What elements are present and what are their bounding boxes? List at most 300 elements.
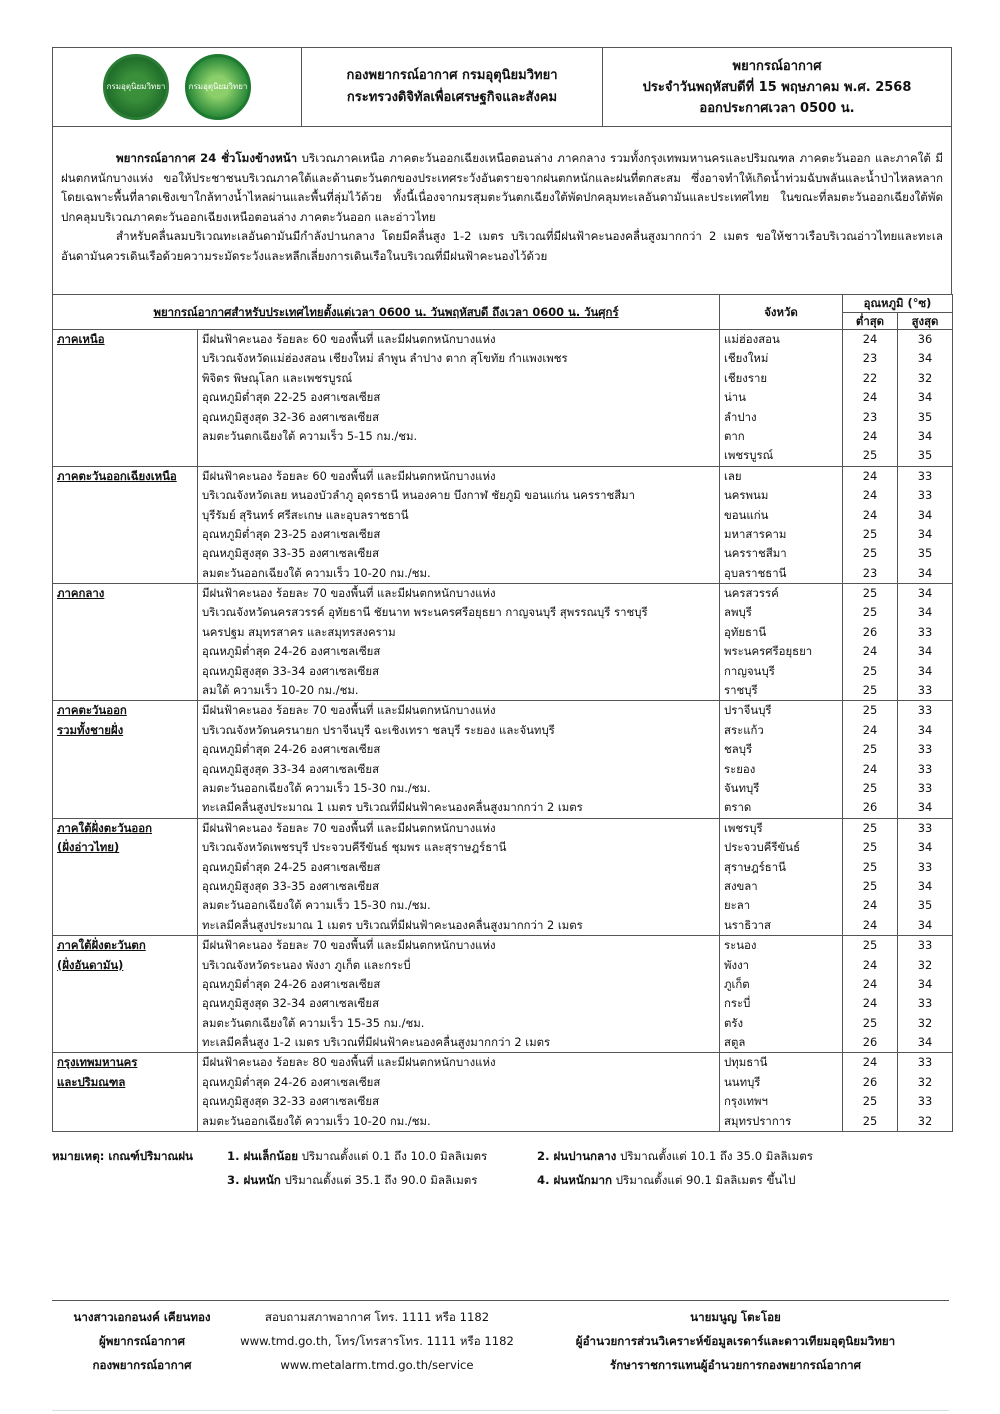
- table-row: [53, 369, 953, 388]
- table-row: [53, 701, 953, 721]
- forecaster-block: [52, 1305, 232, 1377]
- region-name: [53, 525, 198, 544]
- table-row: [53, 798, 953, 818]
- province-name: ปราจีนบุรี: [720, 701, 843, 721]
- province-name: ลพบุรี: [720, 603, 843, 622]
- region-name: และปริมณฑล: [53, 1073, 198, 1092]
- region-name: [53, 544, 198, 563]
- ministry-logo: [103, 54, 169, 120]
- region-name: [53, 779, 198, 798]
- province-name: ตรัง: [720, 1014, 843, 1033]
- forecast-detail: ลมใต้ ความเร็ว 10-20 กม./ชม.: [198, 681, 720, 701]
- director-acting-title: รักษาราชการแทนผู้อำนวยการกองพยากรณ์อากาศ: [609, 1358, 861, 1372]
- region-name: [53, 877, 198, 896]
- table-row: [53, 740, 953, 759]
- note-item-4-text: ปริมาณตั้งแต่ 90.1 มิลลิเมตร ขึ้นไป: [612, 1173, 796, 1188]
- province-name: ปทุมธานี: [720, 1053, 843, 1073]
- notes-label: หมายเหตุ: เกณฑ์ปริมาณฝน: [52, 1149, 193, 1164]
- min-temp: 25: [843, 701, 898, 721]
- forecast-detail: บริเวณจังหวัดแม่ฮ่องสอน เชียงใหม่ ลำพูน ลำปาง ตาก สุโขทัย กำแพงเพชร: [198, 349, 720, 368]
- rain-criteria-notes: [52, 1144, 952, 1192]
- max-temp: 33: [898, 760, 953, 779]
- max-temp: 32: [898, 1073, 953, 1092]
- province-name: ราชบุรี: [720, 681, 843, 701]
- region-name: ภาคใต้ฝั่งตะวันตก: [53, 936, 198, 956]
- min-temp: 24: [843, 642, 898, 661]
- region-name: [53, 642, 198, 661]
- province-name: กระบี่: [720, 994, 843, 1013]
- forecast-detail: บริเวณจังหวัดระนอง พังงา ภูเก็ต และกระบี่: [198, 956, 720, 975]
- region-name: [53, 369, 198, 388]
- table-row: [53, 896, 953, 915]
- region-name: [53, 662, 198, 681]
- department-line1: กองพยากรณ์อากาศ กรมอุตุนิยมวิทยา: [346, 68, 558, 83]
- forecast-detail: ลมตะวันตกเฉียงใต้ ความเร็ว 5-15 กม./ชม.: [198, 427, 720, 446]
- forecast-date: ประจำวันพฤหัสบดีที่ 15 พฤษภาคม พ.ศ. 2568: [642, 79, 912, 95]
- table-row: [53, 642, 953, 661]
- max-temp: 34: [898, 525, 953, 544]
- region-name: [53, 1033, 198, 1053]
- min-temp: 24: [843, 506, 898, 525]
- min-temp: 24: [843, 916, 898, 936]
- region-name: [53, 349, 198, 368]
- min-temp: 25: [843, 936, 898, 956]
- forecast-detail: บริเวณจังหวัดนครสวรรค์ อุทัยธานี ชัยนาท พระนครศรีอยุธยา กาญจนบุรี สุพรรณบุรี ราชบุรี: [198, 603, 720, 622]
- forecast-title: พยากรณ์อากาศ: [732, 58, 822, 74]
- region-name: [53, 427, 198, 446]
- forecast-detail: มีฝนฟ้าคะนอง ร้อยละ 60 ของพื้นที่ และมีฝนตกหนักบางแห่ง: [198, 330, 720, 350]
- province-name: ตาก: [720, 427, 843, 446]
- province-name: ตราด: [720, 798, 843, 818]
- region-name: ภาคใต้ฝั่งตะวันออก: [53, 818, 198, 838]
- forecast-detail: อุณหภูมิต่ำสุด 24-26 องศาเซลเซียส: [198, 740, 720, 759]
- note-item-1-text: ปริมาณตั้งแต่ 0.1 ถึง 10.0 มิลลิเมตร: [298, 1149, 488, 1164]
- forecast-issue-time: ออกประกาศเวลา 0500 น.: [699, 100, 855, 116]
- forecast-summary: [52, 127, 952, 295]
- max-temp: 36: [898, 330, 953, 350]
- forecast-detail: มีฝนฟ้าคะนอง ร้อยละ 70 ของพื้นที่ และมีฝนตกหนักบางแห่ง: [198, 584, 720, 604]
- min-temp: 24: [843, 994, 898, 1013]
- province-name: นครราชสีมา: [720, 544, 843, 563]
- table-row: [53, 1112, 953, 1132]
- min-temp: 24: [843, 466, 898, 486]
- region-name: [53, 506, 198, 525]
- max-temp: 33: [898, 486, 953, 505]
- province-name: จันทบุรี: [720, 779, 843, 798]
- note-item-4: [537, 1168, 796, 1192]
- min-temp: 25: [843, 877, 898, 896]
- province-name: นนทบุรี: [720, 1073, 843, 1092]
- max-temp: 32: [898, 369, 953, 388]
- province-name: นราธิวาส: [720, 916, 843, 936]
- max-temp: 35: [898, 544, 953, 563]
- temperature-header: อุณหภูมิ (°ซ): [843, 295, 953, 313]
- max-temp: 34: [898, 877, 953, 896]
- min-temp: 24: [843, 760, 898, 779]
- province-name: อุทัยธานี: [720, 623, 843, 642]
- forecast-detail: บริเวณจังหวัดนครนายก ปราจีนบุรี ฉะเชิงเทรา ชลบุรี ระยอง และจันทบุรี: [198, 721, 720, 740]
- forecast-table: [52, 294, 953, 1132]
- province-name: สุราษฎร์ธานี: [720, 858, 843, 877]
- logo1-text: กรมอุตุนิยมวิทยา: [106, 81, 166, 91]
- min-temp: 24: [843, 721, 898, 740]
- min-temp: 25: [843, 662, 898, 681]
- table-row: [53, 662, 953, 681]
- region-name: [53, 603, 198, 622]
- forecast-page: [52, 47, 952, 1192]
- forecast-title-block: [603, 48, 951, 126]
- forecast-detail: มีฝนฟ้าคะนอง ร้อยละ 80 ของพื้นที่ และมีฝนตกหนักบางแห่ง: [198, 1053, 720, 1073]
- max-temp: 34: [898, 662, 953, 681]
- forecast-detail: อุณหภูมิต่ำสุด 23-25 องศาเซลเซียส: [198, 525, 720, 544]
- forecast-detail: อุณหภูมิต่ำสุด 22-25 องศาเซลเซียส: [198, 388, 720, 407]
- min-temp: 23: [843, 349, 898, 368]
- forecast-detail: อุณหภูมิสูงสุด 32-36 องศาเซลเซียส: [198, 408, 720, 427]
- max-temp: 33: [898, 779, 953, 798]
- note-item-3-text: ปริมาณตั้งแต่ 35.1 ถึง 90.0 มิลลิเมตร: [280, 1173, 478, 1188]
- table-row: [53, 446, 953, 466]
- forecast-detail: ทะเลมีคลื่นสูง 1-2 เมตร บริเวณที่มีฝนฟ้าคะนองคลื่นสูงมากกว่า 2 เมตร: [198, 1033, 720, 1053]
- min-temp: 24: [843, 975, 898, 994]
- region-name: [53, 1112, 198, 1132]
- forecast-detail: ทะเลมีคลื่นสูงประมาณ 1 เมตร บริเวณที่มีฝนฟ้าคะนองคลื่นสูงมากกว่า 2 เมตร: [198, 916, 720, 936]
- table-row: [53, 584, 953, 604]
- region-name: รวมทั้งชายฝั่ง: [53, 721, 198, 740]
- min-temp: 26: [843, 1033, 898, 1053]
- province-name: อุบลราชธานี: [720, 564, 843, 584]
- forecast-detail: ลมตะวันออกเฉียงใต้ ความเร็ว 15-30 กม./ชม.: [198, 896, 720, 915]
- min-temp: 25: [843, 603, 898, 622]
- forecast-detail: อุณหภูมิสูงสุด 33-35 องศาเซลเซียส: [198, 544, 720, 563]
- note-item-2-label: 2. ฝนปานกลาง: [537, 1149, 617, 1164]
- forecast-detail: [198, 446, 720, 466]
- table-row: [53, 486, 953, 505]
- region-name: [53, 858, 198, 877]
- note-item-1: [227, 1144, 537, 1168]
- department-line2: กระทรวงดิจิทัลเพื่อเศรษฐกิจและสังคม: [346, 90, 558, 105]
- forecast-detail: บริเวณจังหวัดเลย หนองบัวลำภู อุดรธานี หนองคาย บึงกาฬ ชัยภูมิ ขอนแก่น นครราชสีมา: [198, 486, 720, 505]
- max-temp: 34: [898, 427, 953, 446]
- province-name: ชลบุรี: [720, 740, 843, 759]
- province-name: ลำปาง: [720, 408, 843, 427]
- region-name: [53, 896, 198, 915]
- province-name: นครสวรรค์: [720, 584, 843, 604]
- province-name: น่าน: [720, 388, 843, 407]
- region-name: [53, 994, 198, 1013]
- table-row: [53, 1014, 953, 1033]
- forecast-detail: มีฝนฟ้าคะนอง ร้อยละ 70 ของพื้นที่ และมีฝนตกหนักบางแห่ง: [198, 701, 720, 721]
- province-name: แม่ฮ่องสอน: [720, 330, 843, 350]
- province-name: เลย: [720, 466, 843, 486]
- max-temp: 34: [898, 1033, 953, 1053]
- director-name: นายมนูญ โตะโอย: [690, 1310, 781, 1324]
- province-header: จังหวัด: [720, 295, 843, 330]
- max-temp: 33: [898, 681, 953, 701]
- summary-text-1: บริเวณภาคเหนือ ภาคตะวันออกเฉียงเหนือตอนล่าง ภาคกลาง รวมทั้งกรุงเทพมหานครและปริมณฑล ภาคตะวันออก และภาคใต้ มีฝนตกหนักบางแห่ง ขอให้ประชาชนบริเวณภาคใต้และด้านตะวันตกของประเทศระวังอันตรายจากฝนตกหนักและฝนที่ตกสะสม ซึ่งอาจทำให้เกิดน้ำท่วมฉับพลันและน้ำป่าไหลหลาก โดยเฉพาะพื้นที่ลาดเชิงเขาใกล้ทางน้ำไหลผ่านและพื้นที่ลุ่มไว้ด้วย ทั้งนี้เนื่องจากมรสุมตะวันตกเฉียงใต้พัดปกคลุมทะเลอันดามันและประเทศไทย ในขณะที่ลมตะวันออกเฉียงใต้พัดปกคลุมบริเวณภาคตะวันออกเฉียงเหนือตอนล่าง ภาคตะวันออก และอ่าวไทย: [61, 151, 943, 224]
- forecast-table-body: [53, 330, 953, 1132]
- province-name: มหาสารคาม: [720, 525, 843, 544]
- province-name: นครพนม: [720, 486, 843, 505]
- forecast-detail: ลมตะวันออกเฉียงใต้ ความเร็ว 10-20 กม./ชม.: [198, 1112, 720, 1132]
- min-temp: 24: [843, 896, 898, 915]
- document-footer: [52, 1300, 949, 1377]
- min-temp: 24: [843, 330, 898, 350]
- max-temp: 33: [898, 623, 953, 642]
- max-temp: 33: [898, 1053, 953, 1073]
- province-name: กรุงเทพฯ: [720, 1092, 843, 1111]
- table-row: [53, 838, 953, 857]
- table-row: [53, 427, 953, 446]
- province-name: เพชรบุรี: [720, 818, 843, 838]
- min-temp: 25: [843, 779, 898, 798]
- min-temp: 25: [843, 446, 898, 466]
- table-row: [53, 1053, 953, 1073]
- table-row: [53, 564, 953, 584]
- forecaster-org: กองพยากรณ์อากาศ: [92, 1358, 192, 1372]
- table-row: [53, 975, 953, 994]
- min-temp: 25: [843, 740, 898, 759]
- director-block: [522, 1305, 949, 1377]
- min-temp: 24: [843, 956, 898, 975]
- min-temp: 25: [843, 584, 898, 604]
- province-name: สมุทรปราการ: [720, 1112, 843, 1132]
- forecast-detail: มีฝนฟ้าคะนอง ร้อยละ 60 ของพื้นที่ และมีฝนตกหนักบางแห่ง: [198, 466, 720, 486]
- note-item-1-label: 1. ฝนเล็กน้อย: [227, 1149, 298, 1164]
- table-row: [53, 956, 953, 975]
- table-row: [53, 408, 953, 427]
- summary-paragraph-1: [61, 149, 943, 227]
- province-name: ประจวบคีรีขันธ์: [720, 838, 843, 857]
- min-temp: 23: [843, 564, 898, 584]
- min-temp: 26: [843, 798, 898, 818]
- contact-phone: สอบถามสภาพอากาศ โทร. 1111 หรือ 1182: [264, 1310, 490, 1324]
- forecast-detail: บุรีรัมย์ สุรินทร์ ศรีสะเกษ และอุบลราชธานี: [198, 506, 720, 525]
- forecast-detail: อุณหภูมิต่ำสุด 24-26 องศาเซลเซียส: [198, 975, 720, 994]
- region-name: [53, 388, 198, 407]
- table-row: [53, 916, 953, 936]
- summary-paragraph-2: สำหรับคลื่นลมบริเวณทะเลอันดามันมีกำลังปานกลาง โดยมีคลื่นสูง 1-2 เมตร บริเวณที่มีฝนฟ้าคะนองคลื่นสูงมากกว่า 2 เมตร ขอให้ชาวเรือบริเวณอ่าวไทยและทะเลอันดามันควรเดินเรือด้วยความระมัดระวังและหลีกเลี่ยงการเดินเรือในบริเวณที่มีฝนฟ้าคะนองไว้ด้วย: [61, 229, 943, 263]
- note-item-2: [537, 1144, 813, 1168]
- region-name: [53, 760, 198, 779]
- min-temp: 25: [843, 1014, 898, 1033]
- forecast-detail: มีฝนฟ้าคะนอง ร้อยละ 70 ของพื้นที่ และมีฝนตกหนักบางแห่ง: [198, 936, 720, 956]
- max-temp-header: สูงสุด: [898, 313, 953, 330]
- forecast-detail: ทะเลมีคลื่นสูงประมาณ 1 เมตร บริเวณที่มีฝนฟ้าคะนองคลื่นสูงมากกว่า 2 เมตร: [198, 798, 720, 818]
- table-row: [53, 818, 953, 838]
- max-temp: 33: [898, 818, 953, 838]
- min-temp: 22: [843, 369, 898, 388]
- region-name: กรุงเทพมหานคร: [53, 1053, 198, 1073]
- min-temp: 25: [843, 1112, 898, 1132]
- max-temp: 34: [898, 721, 953, 740]
- table-row: [53, 506, 953, 525]
- table-row: [53, 603, 953, 622]
- table-row: [53, 525, 953, 544]
- forecast-detail: ลมตะวันออกเฉียงใต้ ความเร็ว 15-30 กม./ชม.: [198, 779, 720, 798]
- min-temp: 25: [843, 525, 898, 544]
- max-temp: 34: [898, 838, 953, 857]
- note-item-2-text: ปริมาณตั้งแต่ 10.1 ถึง 35.0 มิลลิเมตร: [616, 1149, 813, 1164]
- region-name: [53, 564, 198, 584]
- max-temp: 34: [898, 975, 953, 994]
- region-name: (ฝั่งอันดามัน): [53, 956, 198, 975]
- bottom-divider: [52, 1410, 949, 1411]
- min-temp: 26: [843, 1073, 898, 1092]
- forecast-detail: บริเวณจังหวัดเพชรบุรี ประจวบคีรีขันธ์ ชุมพร และสุราษฎร์ธานี: [198, 838, 720, 857]
- forecast-detail: ลมตะวันตกเฉียงใต้ ความเร็ว 15-35 กม./ชม.: [198, 1014, 720, 1033]
- table-row: [53, 1033, 953, 1053]
- forecast-detail: นครปฐม สมุทรสาคร และสมุทรสงคราม: [198, 623, 720, 642]
- region-name: [53, 446, 198, 466]
- min-temp: 25: [843, 838, 898, 857]
- province-name: สงขลา: [720, 877, 843, 896]
- forecast-detail: อุณหภูมิสูงสุด 33-34 องศาเซลเซียส: [198, 760, 720, 779]
- province-name: เชียงราย: [720, 369, 843, 388]
- contact-block: [232, 1305, 522, 1377]
- forecaster-title: ผู้พยากรณ์อากาศ: [98, 1334, 186, 1348]
- contact-website[interactable]: www.tmd.go.th, โทร/โทรสารโทร. 1111 หรือ 1182: [240, 1334, 514, 1348]
- forecast-detail: อุณหภูมิสูงสุด 32-34 องศาเซลเซียส: [198, 994, 720, 1013]
- max-temp: 33: [898, 1092, 953, 1111]
- table-row: [53, 544, 953, 563]
- region-name: [53, 1014, 198, 1033]
- forecast-detail: พิจิตร พิษณุโลก และเพชรบูรณ์: [198, 369, 720, 388]
- region-name: ภาคกลาง: [53, 584, 198, 604]
- province-name: กาญจนบุรี: [720, 662, 843, 681]
- max-temp: 34: [898, 506, 953, 525]
- min-temp: 25: [843, 1092, 898, 1111]
- region-name: ภาคตะวันออก: [53, 701, 198, 721]
- forecast-detail: อุณหภูมิต่ำสุด 24-26 องศาเซลเซียส: [198, 1073, 720, 1092]
- max-temp: 34: [898, 388, 953, 407]
- max-temp: 32: [898, 1112, 953, 1132]
- province-name: ระยอง: [720, 760, 843, 779]
- region-name: [53, 975, 198, 994]
- max-temp: 35: [898, 446, 953, 466]
- province-name: ยะลา: [720, 896, 843, 915]
- forecast-detail: อุณหภูมิสูงสุด 33-35 องศาเซลเซียส: [198, 877, 720, 896]
- forecast-detail: อุณหภูมิสูงสุด 33-34 องศาเซลเซียส: [198, 662, 720, 681]
- forecast-detail: อุณหภูมิต่ำสุด 24-25 องศาเซลเซียส: [198, 858, 720, 877]
- max-temp: 32: [898, 1014, 953, 1033]
- max-temp: 34: [898, 916, 953, 936]
- min-temp: 23: [843, 408, 898, 427]
- region-name: [53, 916, 198, 936]
- table-row: [53, 466, 953, 486]
- max-temp: 34: [898, 584, 953, 604]
- min-temp: 24: [843, 1053, 898, 1073]
- region-name: [53, 740, 198, 759]
- table-row: [53, 858, 953, 877]
- province-name: สตูล: [720, 1033, 843, 1053]
- max-temp: 34: [898, 349, 953, 368]
- province-name: ระนอง: [720, 936, 843, 956]
- table-row: [53, 936, 953, 956]
- note-item-3-label: 3. ฝนหนัก: [227, 1173, 281, 1188]
- region-name: (ฝั่งอ่าวไทย): [53, 838, 198, 857]
- province-name: เพชรบูรณ์: [720, 446, 843, 466]
- region-name: [53, 1092, 198, 1111]
- note-item-3: [227, 1168, 537, 1192]
- province-name: เชียงใหม่: [720, 349, 843, 368]
- logos: [53, 48, 302, 126]
- min-temp: 25: [843, 858, 898, 877]
- max-temp: 32: [898, 956, 953, 975]
- province-name: ขอนแก่น: [720, 506, 843, 525]
- province-name: ภูเก็ต: [720, 975, 843, 994]
- max-temp: 33: [898, 994, 953, 1013]
- min-temp: 24: [843, 486, 898, 505]
- max-temp: 34: [898, 642, 953, 661]
- province-name: พังงา: [720, 956, 843, 975]
- forecast-detail: อุณหภูมิสูงสุด 32-33 องศาเซลเซียส: [198, 1092, 720, 1111]
- summary-lead: พยากรณ์อากาศ 24 ชั่วโมงข้างหน้า: [116, 151, 298, 165]
- max-temp: 35: [898, 896, 953, 915]
- table-row: [53, 388, 953, 407]
- max-temp: 33: [898, 858, 953, 877]
- table-row: [53, 877, 953, 896]
- table-row: [53, 623, 953, 642]
- region-name: [53, 681, 198, 701]
- director-title: ผู้อำนวยการส่วนวิเคราะห์ข้อมูลเรดาร์และดาวเทียมอุตุนิยมวิทยา: [575, 1334, 896, 1348]
- region-name: [53, 798, 198, 818]
- forecast-detail: ลมตะวันออกเฉียงใต้ ความเร็ว 10-20 กม./ชม.: [198, 564, 720, 584]
- table-row: [53, 760, 953, 779]
- contact-service-link[interactable]: www.metalarm.tmd.go.th/service: [280, 1358, 474, 1372]
- region-name: ภาคเหนือ: [53, 330, 198, 350]
- forecaster-name: นางสาวเอกอนงค์ เคียนทอง: [73, 1310, 211, 1324]
- province-name: พระนครศรีอยุธยา: [720, 642, 843, 661]
- region-name: [53, 623, 198, 642]
- region-name: [53, 486, 198, 505]
- table-row: [53, 1073, 953, 1092]
- table-row: [53, 779, 953, 798]
- max-temp: 35: [898, 408, 953, 427]
- max-temp: 34: [898, 564, 953, 584]
- max-temp: 33: [898, 936, 953, 956]
- department-block: [302, 48, 603, 126]
- forecast-detail: มีฝนฟ้าคะนอง ร้อยละ 70 ของพื้นที่ และมีฝนตกหนักบางแห่ง: [198, 818, 720, 838]
- table-row: [53, 994, 953, 1013]
- note-item-4-label: 4. ฝนหนักมาก: [537, 1173, 612, 1188]
- table-row: [53, 721, 953, 740]
- min-temp: 25: [843, 681, 898, 701]
- max-temp: 33: [898, 740, 953, 759]
- min-temp: 24: [843, 427, 898, 446]
- min-temp: 25: [843, 818, 898, 838]
- min-temp-header: ต่ำสุด: [843, 313, 898, 330]
- tmd-logo: [185, 54, 251, 120]
- max-temp: 34: [898, 603, 953, 622]
- region-name: [53, 408, 198, 427]
- table-row: [53, 1092, 953, 1111]
- min-temp: 26: [843, 623, 898, 642]
- table-row: [53, 681, 953, 701]
- min-temp: 25: [843, 544, 898, 563]
- min-temp: 24: [843, 388, 898, 407]
- document-header: [52, 47, 952, 127]
- max-temp: 33: [898, 701, 953, 721]
- table-row: [53, 330, 953, 350]
- table-row: [53, 349, 953, 368]
- max-temp: 33: [898, 466, 953, 486]
- forecast-detail: อุณหภูมิต่ำสุด 24-26 องศาเซลเซียส: [198, 642, 720, 661]
- table-title: พยากรณ์อากาศสำหรับประเทศไทยตั้งแต่เวลา 0600 น. วันพฤหัสบดี ถึงเวลา 0600 น. วันศุกร์: [53, 295, 720, 330]
- province-name: สระแก้ว: [720, 721, 843, 740]
- region-name: ภาคตะวันออกเฉียงเหนือ: [53, 466, 198, 486]
- max-temp: 34: [898, 798, 953, 818]
- logo2-text: กรมอุตุนิยมวิทยา: [188, 81, 248, 91]
